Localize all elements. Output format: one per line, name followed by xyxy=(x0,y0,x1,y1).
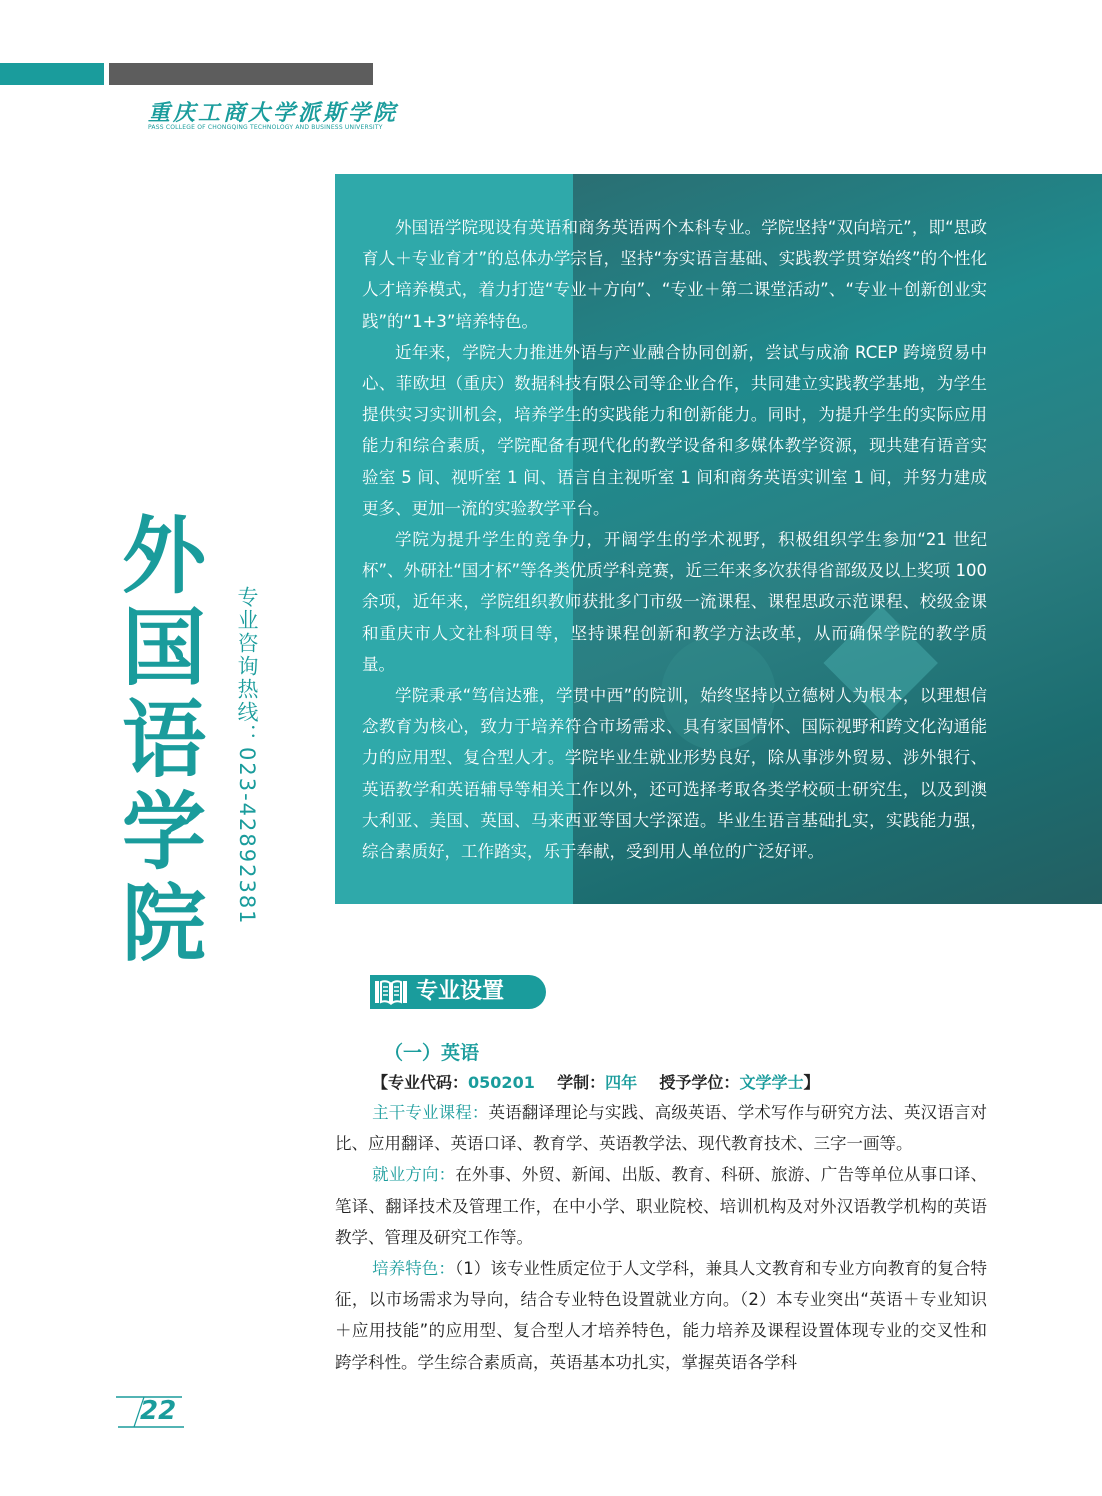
photo-decoration: ◆ xyxy=(823,564,939,738)
intro-paragraph: 学院为提升学生的竞争力，开阔学生的学术视野，积极组织学生参加“21 世纪杯”、外研社“国才杯”等各类优质学科竞赛，近三年来多次获得省部级及以上奖项 100 余项，近年来，学院组织教师获批多门市级一流课程、课程思政示范课程、校级金课和重庆市人文社科项目等，坚持课程创新和教学方法改革，从而确保学院的教学质量。 xyxy=(362,530,987,674)
page-number-badge xyxy=(116,1394,184,1430)
college-title-char: 语 xyxy=(121,691,206,789)
college-title xyxy=(118,507,210,973)
courses-label: 主干专业课程： xyxy=(372,1103,489,1122)
code-value: 050201 xyxy=(468,1073,535,1092)
feature-text: （1）该专业性质定位于人文学科，兼具人文教育和专业方向教育的复合特征，以市场需求为导向，结合专业特色设置就业方向。（2）本专业突出“英语＋专业知识＋应用技能”的应用型、复合型人才培养特色，能力培养及课程设置体现专业的交叉性和跨学科性。学生综合素质高，英语基本功扎实，掌握英语各学科 xyxy=(335,1259,988,1372)
college-title-char: 外 xyxy=(121,507,206,605)
degree-label: 授予学位： xyxy=(659,1073,740,1092)
duration-label: 学制： xyxy=(557,1073,606,1092)
degree-value: 文学学士 xyxy=(739,1073,804,1092)
meta-close-bracket: 】 xyxy=(803,1073,820,1092)
section-title: 专业设置 xyxy=(416,979,505,1004)
intro-paragraph: 近年来，学院大力推进外语与产业融合协同创新，尝试与成渝 RCEP 跨境贸易中心、菲欧坦（重庆）数据科技有限公司等企业合作，共同建立实践教学基地，为学生提供实习实训机会，培养学生的实践能力和创新能力。同时，为提升学生的实际应用能力和综合素质，学院配备有现代化的教学设备和多媒体教学资源，现共建有语音实验室 5 间、视听室 1 间、语言自主视听室 1 间和商务英语实训室 1 间，并努力建成更多、更加一流的实验教学平台。 xyxy=(362,342,987,518)
duration-value: 四年 xyxy=(605,1073,638,1092)
college-title-char: 学 xyxy=(121,783,206,881)
courses-text: 英语翻译理论与实践、高级英语、学术写作与研究方法、英汉语言对比、应用翻译、英语口译、教育学、英语教学法、现代教育技术、三字一画等。 xyxy=(335,1103,988,1154)
college-title-char: 国 xyxy=(121,599,206,697)
header-bar-teal xyxy=(0,63,104,85)
career-paragraph xyxy=(335,1159,987,1253)
college-title-char: 院 xyxy=(121,875,206,973)
career-label: 就业方向： xyxy=(372,1165,456,1185)
courses-paragraph xyxy=(335,1097,987,1159)
intro-text xyxy=(362,212,987,867)
hotline-text: 专业咨询热线：023-42892381 xyxy=(235,586,259,926)
intro-paragraph: 外国语学院现设有英语和商务英语两个本科专业。学院坚持“双向培元”，即“思政育人＋专业育才”的总体办学宗旨，坚持“夯实语言基础、实践教学贯穿始终”的个性化人才培养模式，着力打造“专业＋方向”、“专业＋第二课堂活动”、“专业＋创新创业实践”的“1+3”培养特色。 xyxy=(362,218,987,331)
header-bar-gray xyxy=(109,63,373,85)
feature-paragraph xyxy=(335,1253,987,1378)
intro-panel xyxy=(335,174,1102,904)
school-logo-english: PASS COLLEGE OF CHONGQING TECHNOLOGY AND BUSINESS UNIVERSITY xyxy=(148,124,383,131)
book-icon xyxy=(374,979,408,1005)
feature-label: 培养特色： xyxy=(372,1259,455,1279)
major-title: （一）英语 xyxy=(384,1042,480,1064)
section-heading xyxy=(370,975,546,1009)
school-logo-text: 重庆工商大学派斯学院 xyxy=(148,100,399,126)
intro-paragraph: 学院秉承“笃信达雅，学贯中西”的院训，始终坚持以立德树人为根本，以理想信念教育为核心，致力于培养符合市场需求、具有家国情怀、国际视野和跨文化沟通能力的应用型、复合型人才。学院毕业生就业形势良好，除从事涉外贸易、涉外银行、英语教学和英语辅导等相关工作以外，还可选择考取各类学校硕士研究生，以及到澳大利亚、美国、英国、马来西亚等国大学深造。毕业生语言基础扎实，实践能力强，综合素质好，工作踏实，乐于奉献，受到用人单位的广泛好评。 xyxy=(362,686,987,862)
page-number: 22 xyxy=(140,1396,177,1426)
major-meta xyxy=(372,1070,819,1093)
major-details xyxy=(335,1097,987,1378)
photo-decoration: ● xyxy=(653,594,784,768)
career-text: 在外事、外贸、新闻、出版、教育、科研、旅游、广告等单位从事口译、笔译、翻译技术及管理工作，在中小学、职业院校、培训机构及对外汉语教学机构的英语教学、管理及研究工作等。 xyxy=(335,1165,988,1247)
code-label: 专业代码： xyxy=(388,1073,469,1092)
meta-open-bracket: 【 xyxy=(372,1073,389,1092)
